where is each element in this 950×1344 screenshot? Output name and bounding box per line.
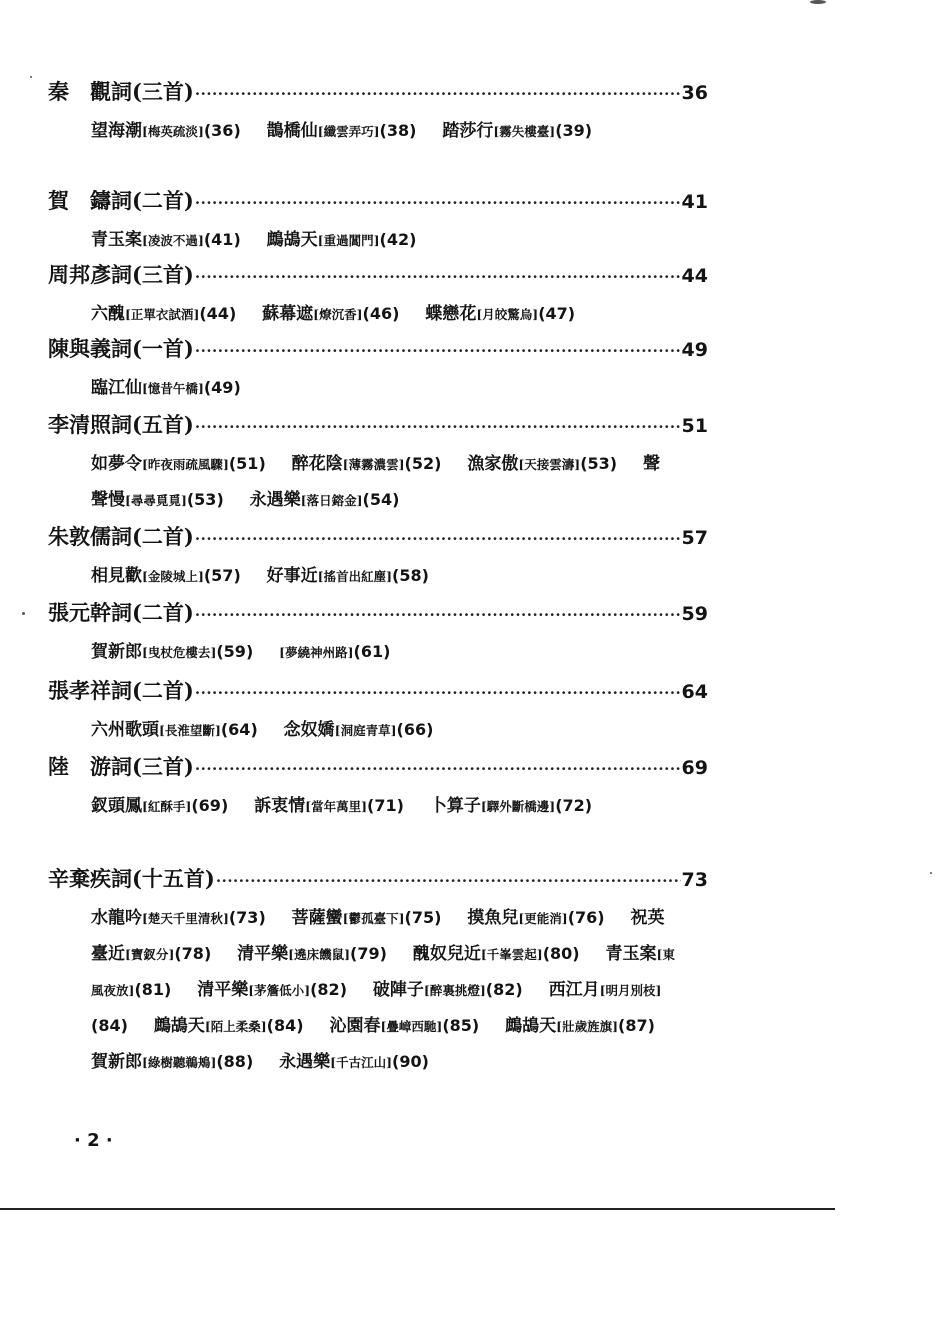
- poem-page: (59): [216, 642, 254, 661]
- dot-leader: [195, 524, 681, 554]
- poem-page: (72): [555, 796, 593, 815]
- poem-first-line: [千古江山]: [330, 1055, 393, 1070]
- poem-tune-title: 沁園春: [329, 1016, 381, 1036]
- poem-count: 詞(三首): [111, 79, 194, 104]
- poem-tune-title: 六州歌頭: [91, 720, 159, 740]
- author-name: 陸 游: [48, 754, 111, 779]
- poem-first-line: [天接雲濤]: [518, 457, 581, 472]
- dot-leader: [195, 188, 681, 218]
- poem-item: [197, 980, 347, 1000]
- poem-page: (90): [392, 1052, 429, 1071]
- poem-item: [237, 944, 387, 964]
- toc-entry: [48, 522, 708, 594]
- poem-item: [254, 796, 404, 816]
- poem-item: [91, 720, 258, 740]
- poem-first-line: [陌上柔桑]: [204, 1019, 267, 1034]
- first-line-text: 紅酥手: [147, 799, 186, 814]
- poem-tune-title: 鷓鴣天: [505, 1016, 557, 1036]
- poem-first-line: [鬱孤臺下]: [342, 911, 405, 926]
- entry-heading: [48, 864, 708, 894]
- poem-item: [292, 454, 442, 474]
- dot-leader: [195, 336, 681, 366]
- poem-tune-title: 鷓鴣天: [153, 1016, 205, 1036]
- first-line-text: 長淮望斷: [164, 723, 215, 738]
- poem-item: [329, 1016, 479, 1036]
- poem-first-line: [當年萬里]: [305, 799, 368, 814]
- entry-page-number: 44: [681, 265, 708, 287]
- poem-first-line: [纖雲弄巧]: [317, 124, 380, 139]
- entry-page-number: 73: [681, 869, 708, 891]
- poem-page: (42): [379, 230, 417, 249]
- first-line-text: 夢繞神州路: [285, 645, 348, 660]
- poem-first-line: [搖首出紅塵]: [317, 569, 393, 584]
- first-line-text: 天接雲濤: [524, 457, 575, 472]
- poem-first-line: [明月別枝]: [599, 983, 662, 998]
- poem-item: [91, 642, 253, 662]
- poem-list: [91, 900, 676, 1080]
- poem-tune-title: 訴衷情: [254, 796, 306, 816]
- poem-first-line: [曳杖危樓去]: [142, 645, 217, 660]
- poem-list: [91, 446, 676, 518]
- poem-list: [91, 222, 676, 258]
- poem-page: (84): [91, 1016, 128, 1035]
- first-line-text: 千峯雲起: [486, 947, 537, 962]
- poem-page: (84): [266, 1016, 304, 1035]
- poem-first-line: [寶釵分]: [125, 947, 175, 962]
- first-line-text: 薄霧濃雲: [348, 457, 399, 472]
- poem-first-line: [驛外斷橋邊]: [480, 799, 556, 814]
- poem-page: (76): [567, 908, 605, 927]
- poem-item: [154, 1016, 304, 1036]
- author-name: 辛棄疾: [48, 866, 111, 891]
- toc-entry: [48, 77, 708, 149]
- entry-page-number: 51: [681, 415, 708, 437]
- author-name: 周邦彥: [48, 262, 111, 287]
- poem-list: [91, 788, 676, 824]
- poem-tune-title: 鵲橋仙: [266, 121, 318, 141]
- entry-heading: [48, 752, 708, 782]
- poem-tune-title: 望海潮: [91, 121, 142, 141]
- poem-item: [91, 230, 241, 250]
- poem-tune-title: 永遇樂: [279, 1052, 331, 1072]
- poem-item: [467, 908, 604, 928]
- poem-tune-title: 釵頭鳳: [91, 796, 142, 816]
- first-line-text: 東風夜放: [91, 947, 675, 998]
- poem-tune-title: 念奴嬌: [283, 720, 335, 740]
- author-name: 賀 鑄: [48, 188, 111, 213]
- entry-page-number: 57: [681, 527, 708, 549]
- entry-heading: [48, 186, 708, 216]
- poem-count: 詞(二首): [111, 524, 194, 549]
- poem-count: 詞(十五首): [111, 866, 215, 891]
- scan-speck: [30, 76, 32, 78]
- first-line-text: 洞庭青草: [340, 723, 391, 738]
- entry-page-number: 64: [681, 681, 708, 703]
- poem-tune-title: 蘇幕遮: [262, 304, 314, 324]
- poem-item: [267, 566, 429, 586]
- poem-tune-title: 清平樂: [197, 980, 249, 1000]
- poem-list: [91, 634, 676, 670]
- poem-item: [284, 720, 434, 740]
- poem-tune-title: 卜算子: [429, 796, 481, 816]
- poem-first-line: [疊嶂西馳]: [380, 1019, 443, 1034]
- poem-item: [267, 121, 417, 141]
- poem-first-line: [千峯雲起]: [480, 947, 543, 962]
- poem-tune-title: 永遇樂: [249, 490, 301, 510]
- poem-first-line: [落日鎔金]: [300, 493, 363, 508]
- poem-tune-title: 祝英臺近: [91, 908, 665, 964]
- poem-first-line: [昨夜雨疏風驟]: [142, 457, 229, 472]
- poem-tune-title: 破陣子: [372, 980, 424, 1000]
- entry-page-number: 49: [681, 339, 708, 361]
- first-line-text: 楚天千里清秋: [147, 911, 223, 926]
- entry-heading: [48, 260, 708, 290]
- poem-first-line: [壯歲旌旗]: [556, 1019, 619, 1034]
- poem-first-line: [梅英疏淡]: [142, 124, 204, 139]
- first-line-text: 昨夜雨疏風驟: [147, 457, 223, 472]
- poem-tune-title: 相見歡: [91, 566, 142, 586]
- poem-tune-title: 西江月: [548, 980, 600, 1000]
- poem-first-line: [遶床饑鼠]: [288, 947, 351, 962]
- poem-tune-title: 賀新郎: [91, 1052, 142, 1072]
- poem-first-line: [更能消]: [518, 911, 568, 926]
- poem-first-line: [憶昔午橋]: [142, 381, 204, 396]
- poem-item: [267, 230, 417, 250]
- poem-list: [91, 558, 676, 594]
- poem-page: (41): [203, 230, 241, 249]
- poem-count: 詞(二首): [111, 188, 194, 213]
- first-line-text: 明月別枝: [605, 983, 656, 998]
- entry-heading: [48, 598, 708, 628]
- poem-tune-title: 青玉案: [91, 230, 142, 250]
- dot-leader: [195, 262, 681, 292]
- first-line-text: 遶床饑鼠: [294, 947, 345, 962]
- first-line-text: 當年萬里: [311, 799, 362, 814]
- poem-page: (58): [392, 566, 429, 585]
- poem-first-line: [醉裏挑燈]: [423, 983, 486, 998]
- poem-first-line: [燎沉香]: [313, 307, 363, 322]
- poem-item: [262, 304, 399, 324]
- poem-tune-title: 漁家傲: [467, 454, 519, 474]
- poem-page: (61): [353, 642, 391, 661]
- poem-list: [91, 296, 676, 332]
- entry-page-number: 69: [681, 757, 708, 779]
- poem-item: [279, 642, 390, 662]
- poem-page: (88): [216, 1052, 254, 1071]
- poem-count: 詞(一首): [111, 336, 194, 361]
- toc-entry: [48, 334, 708, 406]
- poem-page: (52): [404, 454, 442, 473]
- first-line-text: 燎沉香: [319, 307, 357, 322]
- poem-page: (51): [228, 454, 266, 473]
- entry-heading: [48, 334, 708, 364]
- poem-tune-title: 蝶戀花: [425, 304, 477, 324]
- poem-tune-title: 好事近: [266, 566, 318, 586]
- author-name: 李清照: [48, 412, 111, 437]
- poem-first-line: [霧失樓臺]: [493, 124, 556, 139]
- poem-item: [91, 454, 266, 474]
- poem-first-line: [綠樹聽鵜鴂]: [142, 1055, 217, 1070]
- poem-tune-title: 如夢令: [91, 454, 142, 474]
- poem-item: [413, 944, 580, 964]
- poem-item: [373, 980, 523, 1000]
- poem-page: (44): [199, 304, 237, 323]
- poem-count: 詞(三首): [111, 262, 194, 287]
- poem-list: [91, 370, 676, 406]
- page-number: · 2 ·: [74, 1130, 113, 1151]
- entry-page-number: 36: [681, 82, 708, 104]
- poem-page: (87): [618, 1016, 655, 1035]
- scan-speck: [22, 612, 25, 615]
- first-line-text: 綠樹聽鵜鴂: [147, 1055, 211, 1070]
- first-line-text: 重過閶門: [323, 233, 374, 248]
- toc-entry: [48, 864, 708, 1080]
- poem-first-line: [薄霧濃雲]: [342, 457, 405, 472]
- page-edge-rule: [0, 1208, 835, 1210]
- poem-item: [425, 304, 575, 324]
- first-line-text: 落日鎔金: [306, 493, 357, 508]
- author-name: 朱敦儒: [48, 524, 111, 549]
- dot-leader: [195, 79, 681, 109]
- first-line-text: 纖雲弄巧: [323, 124, 374, 139]
- toc-entry: [48, 752, 708, 824]
- poem-first-line: [尋尋覓覓]: [125, 493, 187, 508]
- poem-item: [91, 121, 241, 141]
- poem-tune-title: 青玉案: [605, 944, 657, 964]
- first-line-text: 憶昔午橋: [147, 381, 198, 396]
- poem-item: [292, 908, 442, 928]
- first-line-text: 千古江山: [336, 1055, 387, 1070]
- scan-speck: [930, 872, 932, 874]
- poem-tune-title: 賀新郎: [91, 642, 142, 662]
- first-line-text: 尋尋覓覓: [130, 493, 181, 508]
- poem-page: (78): [174, 944, 212, 963]
- poem-first-line: [楚天千里清秋]: [142, 911, 229, 926]
- poem-item: [91, 908, 266, 928]
- poem-page: (82): [485, 980, 523, 999]
- poem-tune-title: 六醜: [91, 304, 125, 324]
- first-line-text: 搖首出紅塵: [323, 569, 387, 584]
- poem-first-line: [金陵城上]: [142, 569, 204, 584]
- poem-page: (66): [396, 720, 434, 739]
- poem-tune-title: 菩薩蠻: [291, 908, 343, 928]
- first-line-text: 曳杖危樓去: [147, 645, 211, 660]
- poem-first-line: [長淮望斷]: [159, 723, 221, 738]
- poem-first-line: [東風夜放]: [91, 947, 675, 998]
- poem-page: (79): [350, 944, 387, 963]
- poem-item: [91, 304, 236, 324]
- poem-page: (81): [134, 980, 172, 999]
- author-name: 張元幹: [48, 600, 111, 625]
- poem-item: [442, 121, 592, 141]
- poem-list: [91, 712, 676, 748]
- poem-page: (53): [186, 490, 224, 509]
- poem-item: [91, 1052, 253, 1072]
- first-line-text: 更能消: [524, 911, 562, 926]
- poem-tune-title: 聲聲慢: [91, 454, 661, 510]
- dot-leader: [195, 678, 681, 708]
- first-line-text: 壯歲旌旗: [562, 1019, 613, 1034]
- poem-item: [430, 796, 592, 816]
- poem-page: (46): [362, 304, 400, 323]
- poem-tune-title: 臨江仙: [91, 378, 142, 398]
- poem-item: [467, 454, 617, 474]
- poem-first-line: [正單衣試酒]: [125, 307, 200, 322]
- poem-page: (69): [191, 796, 229, 815]
- poem-first-line: [月皎驚烏]: [476, 307, 539, 322]
- first-line-text: 月皎驚烏: [482, 307, 533, 322]
- poem-tune-title: 醉花陰: [291, 454, 343, 474]
- entry-page-number: 59: [681, 603, 708, 625]
- poem-page: (36): [203, 121, 241, 140]
- poem-item: [250, 490, 400, 510]
- first-line-text: 寶釵分: [130, 947, 169, 962]
- poem-tune-title: 水龍吟: [91, 908, 142, 928]
- first-line-text: 金陵城上: [147, 569, 198, 584]
- poem-page: (38): [379, 121, 417, 140]
- poem-page: (82): [310, 980, 347, 999]
- poem-tune-title: 踏莎行: [442, 121, 494, 141]
- poem-item: [91, 796, 228, 816]
- poem-page: (57): [203, 566, 241, 585]
- poem-tune-title: 鷓鴣天: [266, 230, 318, 250]
- author-name: 陳與義: [48, 336, 111, 361]
- poem-page: (47): [538, 304, 576, 323]
- first-line-text: 梅英疏淡: [147, 124, 198, 139]
- entry-heading: [48, 522, 708, 552]
- poem-item: [505, 1016, 655, 1036]
- entry-heading: [48, 676, 708, 706]
- toc-entry: [48, 186, 708, 258]
- toc-entry: [48, 598, 708, 670]
- author-name: 秦 觀: [48, 79, 111, 104]
- poem-page: (75): [404, 908, 442, 927]
- poem-page: (39): [555, 121, 593, 140]
- first-line-text: 凌波不過: [147, 233, 198, 248]
- first-line-text: 醉裏挑燈: [429, 983, 480, 998]
- poem-count: 詞(三首): [111, 754, 194, 779]
- poem-page: (53): [580, 454, 618, 473]
- first-line-text: 疊嶂西馳: [386, 1019, 437, 1034]
- poem-page: (64): [220, 720, 258, 739]
- poem-tune-title: 醜奴兒近: [412, 944, 481, 964]
- first-line-text: 驛外斷橋邊: [486, 799, 550, 814]
- toc-entry: [48, 676, 708, 748]
- poem-page: (71): [367, 796, 404, 815]
- dot-leader: [195, 412, 681, 442]
- toc-entry: [48, 410, 708, 518]
- poem-item: [91, 378, 241, 398]
- poem-page: (85): [442, 1016, 480, 1035]
- poem-list: [91, 113, 676, 149]
- poem-page: (80): [542, 944, 580, 963]
- poem-count: 詞(二首): [111, 600, 194, 625]
- first-line-text: 茅簷低小: [254, 983, 305, 998]
- poem-count: 詞(五首): [111, 412, 194, 437]
- poem-count: 詞(二首): [111, 678, 194, 703]
- entry-heading: [48, 77, 708, 107]
- poem-item: [91, 566, 241, 586]
- first-line-text: 鬱孤臺下: [348, 911, 399, 926]
- poem-tune-title: 摸魚兒: [467, 908, 519, 928]
- first-line-text: 正單衣試酒: [130, 307, 194, 322]
- author-name: 張孝祥: [48, 678, 111, 703]
- poem-item: [279, 1052, 429, 1072]
- poem-first-line: [茅簷低小]: [248, 983, 311, 998]
- poem-first-line: [重過閶門]: [317, 233, 380, 248]
- poem-first-line: [紅酥手]: [142, 799, 192, 814]
- dot-leader: [195, 754, 681, 784]
- entry-page-number: 41: [681, 191, 708, 213]
- poem-first-line: [夢繞神州路]: [279, 645, 354, 660]
- dot-leader: [216, 866, 681, 896]
- poem-page: (73): [228, 908, 266, 927]
- poem-first-line: [洞庭青草]: [334, 723, 397, 738]
- first-line-text: 霧失樓臺: [499, 124, 550, 139]
- scan-speck: [810, 0, 826, 4]
- poem-tune-title: 清平樂: [237, 944, 289, 964]
- poem-first-line: [凌波不過]: [142, 233, 204, 248]
- entry-heading: [48, 410, 708, 440]
- dot-leader: [195, 600, 681, 630]
- first-line-text: 陌上柔桑: [210, 1019, 261, 1034]
- poem-page: (54): [362, 490, 400, 509]
- poem-page: (49): [203, 378, 241, 397]
- toc-entry: [48, 260, 708, 332]
